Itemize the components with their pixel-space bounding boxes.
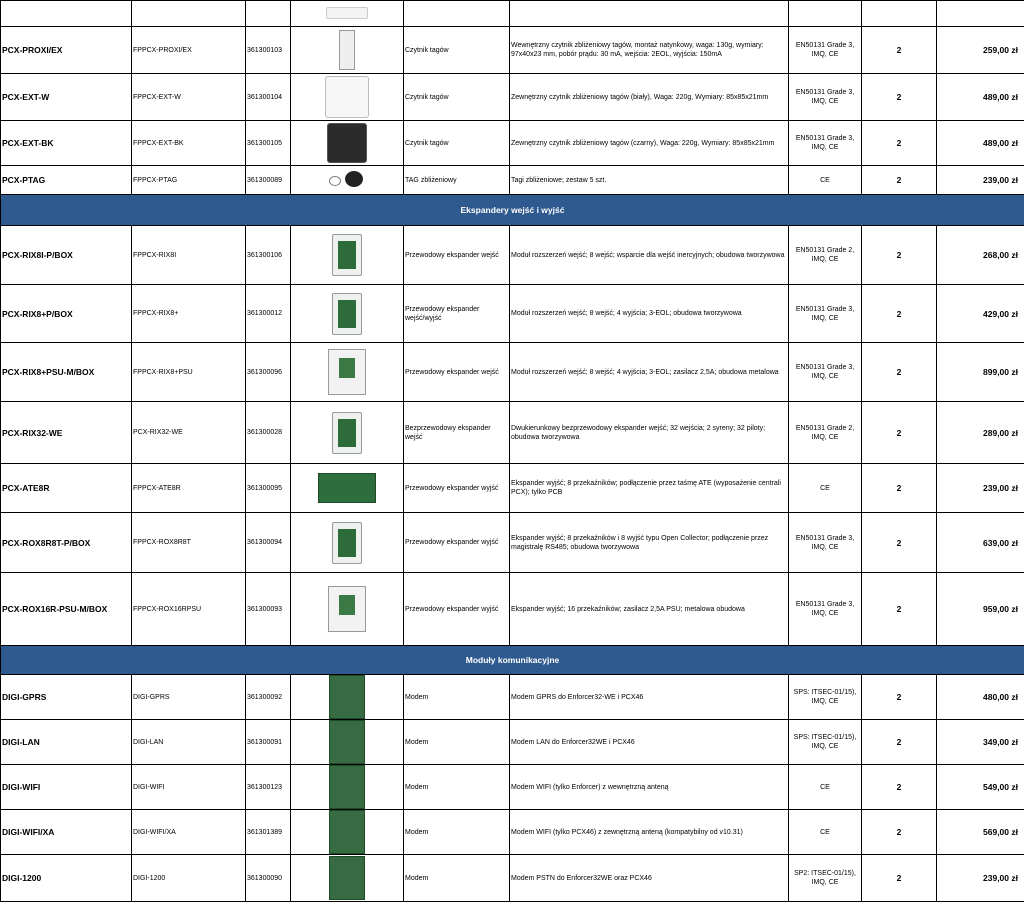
product-code: DIGI-WIFI/XA bbox=[132, 810, 246, 855]
product-grade: 2 bbox=[862, 720, 937, 765]
product-sku: 361300092 bbox=[246, 675, 291, 720]
product-description: Zewnętrzny czytnik zbliżeniowy tagów (czarny), Waga: 220g, Wymiary: 85x85x21mm bbox=[510, 121, 789, 166]
product-image bbox=[291, 343, 404, 402]
product-sku: 361300093 bbox=[246, 573, 291, 646]
modem-board-image bbox=[329, 765, 365, 809]
product-sku: 361300089 bbox=[246, 166, 291, 195]
product-code: FPPCX-RIX8I bbox=[132, 226, 246, 285]
product-description: Wewnętrzny czytnik zbliżeniowy tagów, montaż natynkowy, waga: 130g, wymiary: 97x40x23 mm, pobór prądu: 30 mA, wejścia: 2EOL, wyjścia: 150mA bbox=[510, 27, 789, 74]
product-image bbox=[291, 285, 404, 343]
product-model: PCX-ROX8R8T-P/BOX bbox=[1, 513, 132, 573]
product-grade: 2 bbox=[862, 464, 937, 513]
product-type bbox=[404, 1, 510, 27]
product-description: Modem LAN do Enforcer32WE i PCX46 bbox=[510, 720, 789, 765]
product-certification: CE bbox=[789, 464, 862, 513]
product-model: PCX-EXT-BK bbox=[1, 121, 132, 166]
proximity-reader-image bbox=[339, 30, 355, 70]
product-model: DIGI-LAN bbox=[1, 720, 132, 765]
product-grade: 2 bbox=[862, 285, 937, 343]
product-image bbox=[291, 855, 404, 902]
product-certification: CE bbox=[789, 765, 862, 810]
product-price: 239,00 zł bbox=[937, 464, 1024, 513]
product-price: 239,00 zł bbox=[937, 855, 1024, 902]
product-code: DIGI-GPRS bbox=[132, 675, 246, 720]
product-price bbox=[937, 1, 1024, 27]
product-model: PCX-RIX32-WE bbox=[1, 402, 132, 464]
metal-enclosure-image bbox=[328, 586, 366, 632]
white-reader-image bbox=[325, 76, 369, 118]
product-code: FPPCX-RIX8+PSU bbox=[132, 343, 246, 402]
product-image bbox=[291, 1, 404, 27]
expander-box-image bbox=[332, 412, 362, 454]
product-type: Czytnik tagów bbox=[404, 27, 510, 74]
table-row bbox=[1, 513, 1024, 573]
product-certification: EN50131 Grade 3, IMQ, CE bbox=[789, 513, 862, 573]
product-sku: 361300106 bbox=[246, 226, 291, 285]
product-description: Modem WIFI (tylko Enforcer) z wewnętrzną anteną bbox=[510, 765, 789, 810]
product-certification: EN50131 Grade 3, IMQ, CE bbox=[789, 573, 862, 646]
product-code: FPPCX-ROX16RPSU bbox=[132, 573, 246, 646]
product-sku: 361300103 bbox=[246, 27, 291, 74]
table-row bbox=[1, 27, 1024, 74]
product-description bbox=[510, 1, 789, 27]
product-model: DIGI-WIFI/XA bbox=[1, 810, 132, 855]
table-row bbox=[1, 74, 1024, 121]
product-code: FPPCX-ATE8R bbox=[132, 464, 246, 513]
table-row bbox=[1, 121, 1024, 166]
product-sku: 361300090 bbox=[246, 855, 291, 902]
product-type: Przewodowy ekspander wyjść bbox=[404, 464, 510, 513]
product-grade bbox=[862, 1, 937, 27]
product-grade: 2 bbox=[862, 513, 937, 573]
product-model: DIGI-1200 bbox=[1, 855, 132, 902]
product-description: Modem PSTN do Enforcer32WE oraz PCX46 bbox=[510, 855, 789, 902]
keypad-strip-image bbox=[326, 7, 368, 19]
product-image bbox=[291, 27, 404, 74]
product-grade: 2 bbox=[862, 402, 937, 464]
table-row bbox=[1, 720, 1024, 765]
modem-board-image bbox=[329, 675, 365, 719]
product-image bbox=[291, 121, 404, 166]
product-description: Modem WIFI (tylko PCX46) z zewnętrzną anteną (kompatybilny od v10.31) bbox=[510, 810, 789, 855]
product-type: Modem bbox=[404, 855, 510, 902]
modem-board-image bbox=[329, 810, 365, 854]
product-image bbox=[291, 464, 404, 513]
product-code: FPPCX-EXT-BK bbox=[132, 121, 246, 166]
product-description: Moduł rozszerzeń wejść; 8 wejść; 4 wyjścia; 3-EOL; obudowa tworzywowa bbox=[510, 285, 789, 343]
table-row bbox=[1, 166, 1024, 195]
product-grade: 2 bbox=[862, 855, 937, 902]
product-type: Modem bbox=[404, 765, 510, 810]
product-sku: 361300104 bbox=[246, 74, 291, 121]
product-type: TAG zbliżeniowy bbox=[404, 166, 510, 195]
product-model: DIGI-WIFI bbox=[1, 765, 132, 810]
section-header-row bbox=[1, 646, 1024, 675]
product-certification: EN50131 Grade 3, IMQ, CE bbox=[789, 121, 862, 166]
product-price: 289,00 zł bbox=[937, 402, 1024, 464]
table-row bbox=[1, 810, 1024, 855]
product-grade: 2 bbox=[862, 27, 937, 74]
metal-enclosure-image bbox=[328, 349, 366, 395]
product-model: PCX-RIX8+P/BOX bbox=[1, 285, 132, 343]
product-type: Modem bbox=[404, 675, 510, 720]
product-grade: 2 bbox=[862, 74, 937, 121]
product-code: DIGI-LAN bbox=[132, 720, 246, 765]
product-image bbox=[291, 810, 404, 855]
product-price: 349,00 zł bbox=[937, 720, 1024, 765]
product-price: 639,00 zł bbox=[937, 513, 1024, 573]
product-type: Czytnik tagów bbox=[404, 74, 510, 121]
product-certification: SPS: ITSEC-01/15), IMQ, CE bbox=[789, 675, 862, 720]
product-model: PCX-RIX8I-P/BOX bbox=[1, 226, 132, 285]
product-price: 480,00 zł bbox=[937, 675, 1024, 720]
product-description: Moduł rozszerzeń wejść; 8 wejść; 4 wyjścia; 3-EOL; zasilacz 2,5A; obudowa metalowa bbox=[510, 343, 789, 402]
table-row bbox=[1, 343, 1024, 402]
expander-box-image bbox=[332, 234, 362, 276]
product-sku bbox=[246, 1, 291, 27]
product-grade: 2 bbox=[862, 675, 937, 720]
black-reader-image bbox=[327, 123, 367, 163]
product-description: Moduł rozszerzeń wejść; 8 wejść; wsparcie dla wejść inercyjnych; obudowa tworzywowa bbox=[510, 226, 789, 285]
tag-fob-image bbox=[329, 171, 365, 189]
product-model: PCX-PROXI/EX bbox=[1, 27, 132, 74]
product-description: Ekspander wyjść; 8 przekaźników i 8 wyjść typu Open Collector; podłączenie przez magistralę RS485; obudowa tworzywowa bbox=[510, 513, 789, 573]
table-row bbox=[1, 402, 1024, 464]
product-image bbox=[291, 74, 404, 121]
product-price: 489,00 zł bbox=[937, 121, 1024, 166]
product-sku: 361301389 bbox=[246, 810, 291, 855]
product-description: Tagi zbliżeniowe; zestaw 5 szt. bbox=[510, 166, 789, 195]
product-price: 899,00 zł bbox=[937, 343, 1024, 402]
product-image bbox=[291, 402, 404, 464]
product-price: 268,00 zł bbox=[937, 226, 1024, 285]
table-row bbox=[1, 285, 1024, 343]
product-sku: 361300028 bbox=[246, 402, 291, 464]
product-certification bbox=[789, 1, 862, 27]
product-description: Dwukierunkowy bezprzewodowy ekspander wejść; 32 wejścia; 2 syreny; 32 piloty; obudowa tworzywowa bbox=[510, 402, 789, 464]
product-sku: 361300105 bbox=[246, 121, 291, 166]
product-description: Modem GPRS do Enforcer32-WE i PCX46 bbox=[510, 675, 789, 720]
product-type: Modem bbox=[404, 810, 510, 855]
product-sku: 361300094 bbox=[246, 513, 291, 573]
table-row bbox=[1, 226, 1024, 285]
product-description: Ekspander wyjść; 8 przekaźników; podłączenie przez taśmę ATE (wyposażenie centrali PCX); tylko PCB bbox=[510, 464, 789, 513]
product-grade: 2 bbox=[862, 343, 937, 402]
product-grade: 2 bbox=[862, 121, 937, 166]
product-type: Przewodowy ekspander wejść bbox=[404, 343, 510, 402]
product-sku: 361300012 bbox=[246, 285, 291, 343]
product-model: PCX-EXT-W bbox=[1, 74, 132, 121]
product-grade: 2 bbox=[862, 166, 937, 195]
product-price: 569,00 zł bbox=[937, 810, 1024, 855]
product-certification: SPS: ITSEC-01/15), IMQ, CE bbox=[789, 720, 862, 765]
modem-board-image bbox=[329, 720, 365, 764]
product-sku: 361300123 bbox=[246, 765, 291, 810]
product-type: Przewodowy ekspander wejść bbox=[404, 226, 510, 285]
product-sku: 361300096 bbox=[246, 343, 291, 402]
product-type: Czytnik tagów bbox=[404, 121, 510, 166]
product-certification: CE bbox=[789, 810, 862, 855]
product-price: 959,00 zł bbox=[937, 573, 1024, 646]
product-image bbox=[291, 765, 404, 810]
product-price: 429,00 zł bbox=[937, 285, 1024, 343]
product-code: FPPCX-PROXI/EX bbox=[132, 27, 246, 74]
product-code: FPPCX-RIX8+ bbox=[132, 285, 246, 343]
product-sku: 361300091 bbox=[246, 720, 291, 765]
product-image bbox=[291, 166, 404, 195]
product-code: DIGI-WIFI bbox=[132, 765, 246, 810]
section-title: Ekspandery wejść i wyjść bbox=[1, 195, 1024, 226]
product-grade: 2 bbox=[862, 765, 937, 810]
product-price: 489,00 zł bbox=[937, 74, 1024, 121]
product-code: FPPCX-EXT-W bbox=[132, 74, 246, 121]
product-type: Przewodowy ekspander wyjść bbox=[404, 513, 510, 573]
product-model bbox=[1, 1, 132, 27]
section-title: Moduły komunikacyjne bbox=[1, 646, 1024, 675]
table-row bbox=[1, 855, 1024, 902]
relay-board-image bbox=[318, 473, 376, 503]
table-row bbox=[1, 675, 1024, 720]
product-certification: EN50131 Grade 3, IMQ, CE bbox=[789, 27, 862, 74]
section-header-row bbox=[1, 195, 1024, 226]
product-certification: EN50131 Grade 2, IMQ, CE bbox=[789, 226, 862, 285]
product-code: FPPCX-ROX8R8T bbox=[132, 513, 246, 573]
product-grade: 2 bbox=[862, 810, 937, 855]
expander-box-image bbox=[332, 293, 362, 335]
product-certification: SP2: ITSEC-01/15), IMQ, CE bbox=[789, 855, 862, 902]
product-type: Przewodowy ekspander wyjść bbox=[404, 573, 510, 646]
product-code: DIGI-1200 bbox=[132, 855, 246, 902]
product-model: PCX-ATE8R bbox=[1, 464, 132, 513]
table-row bbox=[1, 464, 1024, 513]
product-type: Modem bbox=[404, 720, 510, 765]
product-certification: CE bbox=[789, 166, 862, 195]
product-price: 239,00 zł bbox=[937, 166, 1024, 195]
product-model: PCX-RIX8+PSU-M/BOX bbox=[1, 343, 132, 402]
product-grade: 2 bbox=[862, 573, 937, 646]
product-price: 259,00 zł bbox=[937, 27, 1024, 74]
product-certification: EN50131 Grade 3, IMQ, CE bbox=[789, 343, 862, 402]
table-row bbox=[1, 1, 1024, 27]
product-image bbox=[291, 573, 404, 646]
product-certification: EN50131 Grade 2, IMQ, CE bbox=[789, 402, 862, 464]
product-description: Ekspander wyjść; 16 przekaźników; zasilacz 2,5A PSU; metalowa obudowa bbox=[510, 573, 789, 646]
product-type: Przewodowy ekspander wejść/wyjść bbox=[404, 285, 510, 343]
table-row bbox=[1, 573, 1024, 646]
product-certification: EN50131 Grade 3, IMQ, CE bbox=[789, 74, 862, 121]
product-grade: 2 bbox=[862, 226, 937, 285]
product-price: 549,00 zł bbox=[937, 765, 1024, 810]
expander-box-image bbox=[332, 522, 362, 564]
product-type: Bezprzewodowy ekspander wejść bbox=[404, 402, 510, 464]
product-model: PCX-PTAG bbox=[1, 166, 132, 195]
product-image bbox=[291, 513, 404, 573]
product-code: FPPCX-PTAG bbox=[132, 166, 246, 195]
modem-board-image bbox=[329, 856, 365, 900]
product-code: PCX-RIX32-WE bbox=[132, 402, 246, 464]
product-image bbox=[291, 675, 404, 720]
product-sku: 361300095 bbox=[246, 464, 291, 513]
product-certification: EN50131 Grade 3, IMQ, CE bbox=[789, 285, 862, 343]
product-image bbox=[291, 720, 404, 765]
product-code bbox=[132, 1, 246, 27]
product-model: PCX-ROX16R-PSU-M/BOX bbox=[1, 573, 132, 646]
product-image bbox=[291, 226, 404, 285]
product-model: DIGI-GPRS bbox=[1, 675, 132, 720]
product-description: Zewnętrzny czytnik zbliżeniowy tagów (biały), Waga: 220g, Wymiary: 85x85x21mm bbox=[510, 74, 789, 121]
table-row bbox=[1, 765, 1024, 810]
